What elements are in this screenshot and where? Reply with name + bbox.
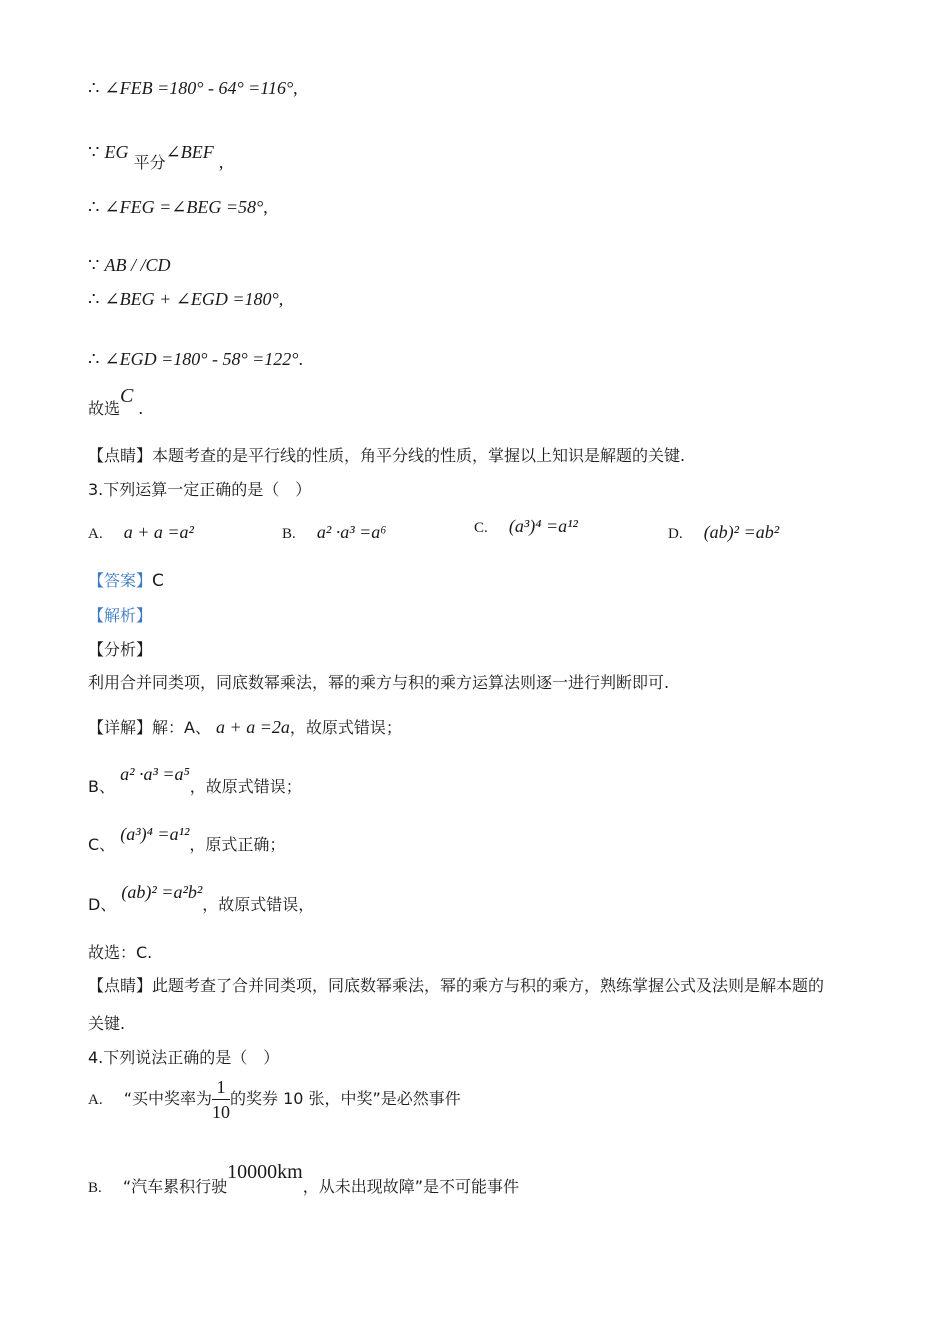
q4-option-b (88, 1160, 520, 1196)
detail-prefix: B、 (88, 777, 115, 796)
option-label: D. (668, 526, 683, 542)
proof-step-3 (88, 197, 268, 218)
q3-option-d (668, 522, 779, 543)
therefore-symbol: ∴ (88, 349, 100, 369)
analysis-text: 利用合并同类项，同底数幂乘法，幂的乘方与积的乘方运算法则逐一进行判断即可. (88, 673, 670, 692)
proof-step-4 (88, 255, 171, 276)
choose-text: 故选 (88, 399, 121, 418)
option-expr: a + a =a² (123, 522, 194, 542)
choice-c: C (120, 385, 134, 407)
proof-step-2 (88, 140, 224, 172)
option-label: C. (474, 520, 488, 536)
detail-expr: a² ·a³ =a⁵ (120, 764, 190, 784)
because-symbol: ∵ (88, 255, 100, 275)
punct: , (293, 78, 298, 98)
choose-answer-line (88, 384, 143, 418)
segment-eg: EG (104, 142, 129, 162)
angle-bef: ∠BEF (165, 142, 214, 162)
option-text-pre: “汽车累积行驶 (122, 1177, 228, 1196)
parallel-statement: AB / /CD (104, 255, 171, 275)
proof-step-5 (88, 289, 283, 310)
jiexi-tag: 【解析】 (88, 606, 153, 625)
fraction-numerator: 1 (212, 1078, 230, 1100)
distance-value: 10000km (227, 1161, 303, 1183)
detail-end: ，故原式错误； (189, 777, 302, 796)
choose-line-2: 故选：C. (88, 943, 153, 962)
therefore-symbol: ∴ (88, 78, 100, 98)
therefore-symbol: ∴ (88, 197, 100, 217)
equation: ∠BEG + ∠EGD =180° (104, 289, 279, 309)
answer-line (88, 568, 164, 591)
punct: . (138, 398, 143, 418)
answer-tag: 【答案】 (88, 571, 153, 590)
note-dianjing-2-line2: 关键. (88, 1014, 126, 1033)
equation: ∠FEB =180° - 64° =116° (104, 78, 294, 98)
punct: . (298, 349, 304, 369)
note-dianjing-1: 【点睛】本题考查的是平行线的性质，角平分线的性质，掌握以上知识是解题的关键. (88, 446, 686, 465)
detail-a (88, 715, 402, 738)
option-label: B. (88, 1180, 102, 1196)
option-expr: a² ·a³ =a⁶ (316, 522, 387, 542)
because-symbol: ∵ (88, 142, 100, 162)
equation: ∠EGD =180° - 58° =122° (104, 349, 299, 369)
option-expr: (a³)⁴ =a¹² (508, 516, 578, 536)
detail-d (88, 880, 315, 914)
detail-end: ，原式正确； (189, 835, 286, 854)
fraction-denominator: 10 (211, 1102, 230, 1122)
detail-prefix: 【详解】解：A、 (88, 718, 211, 737)
option-expr: (ab)² =ab² (703, 522, 780, 542)
detail-end: ，故原式错误， (202, 895, 315, 914)
option-label: B. (282, 526, 296, 542)
q3-option-a (88, 522, 194, 543)
option-text-post: 的奖券 10 张，中奖”是必然事件 (229, 1089, 461, 1108)
q4-option-a (88, 1078, 461, 1121)
bisect-text: 平分 (133, 153, 166, 172)
detail-prefix: C、 (88, 835, 116, 854)
option-label: A. (88, 1092, 103, 1108)
option-text-pre: “买中奖率为 (123, 1089, 212, 1108)
detail-prefix: D、 (88, 895, 117, 914)
punct: , (218, 152, 224, 172)
note-dianjing-2-line1: 【点睛】此题考查了合并同类项，同底数幂乘法，幂的乘方与积的乘方，熟练掌握公式及法则是解本题的 (88, 976, 825, 995)
equation: ∠FEG =∠BEG =58° (104, 197, 264, 217)
detail-end: ，故原式错误； (289, 718, 402, 737)
option-text-post: ，从未出现故障”是不可能事件 (302, 1177, 520, 1196)
detail-expr: (ab)² =a²b² (121, 882, 203, 902)
punct: , (278, 289, 284, 309)
proof-step-1 (88, 78, 298, 99)
detail-expr: a + a =2a (216, 717, 290, 737)
question-3-stem: 3.下列运算一定正确的是（ ） (88, 480, 312, 499)
punct: , (263, 197, 268, 217)
analysis-tag: 【分析】 (88, 640, 153, 659)
answer-value: C (152, 571, 164, 591)
option-label: A. (88, 526, 103, 542)
q3-option-b (282, 522, 387, 543)
q3-option-c (474, 516, 578, 537)
proof-step-6 (88, 349, 303, 370)
detail-expr: (a³)⁴ =a¹² (120, 824, 190, 844)
question-4-stem: 4.下列说法正确的是（ ） (88, 1048, 280, 1067)
detail-c (88, 822, 286, 854)
fraction (212, 1078, 230, 1121)
therefore-symbol: ∴ (88, 289, 100, 309)
detail-b (88, 762, 302, 796)
